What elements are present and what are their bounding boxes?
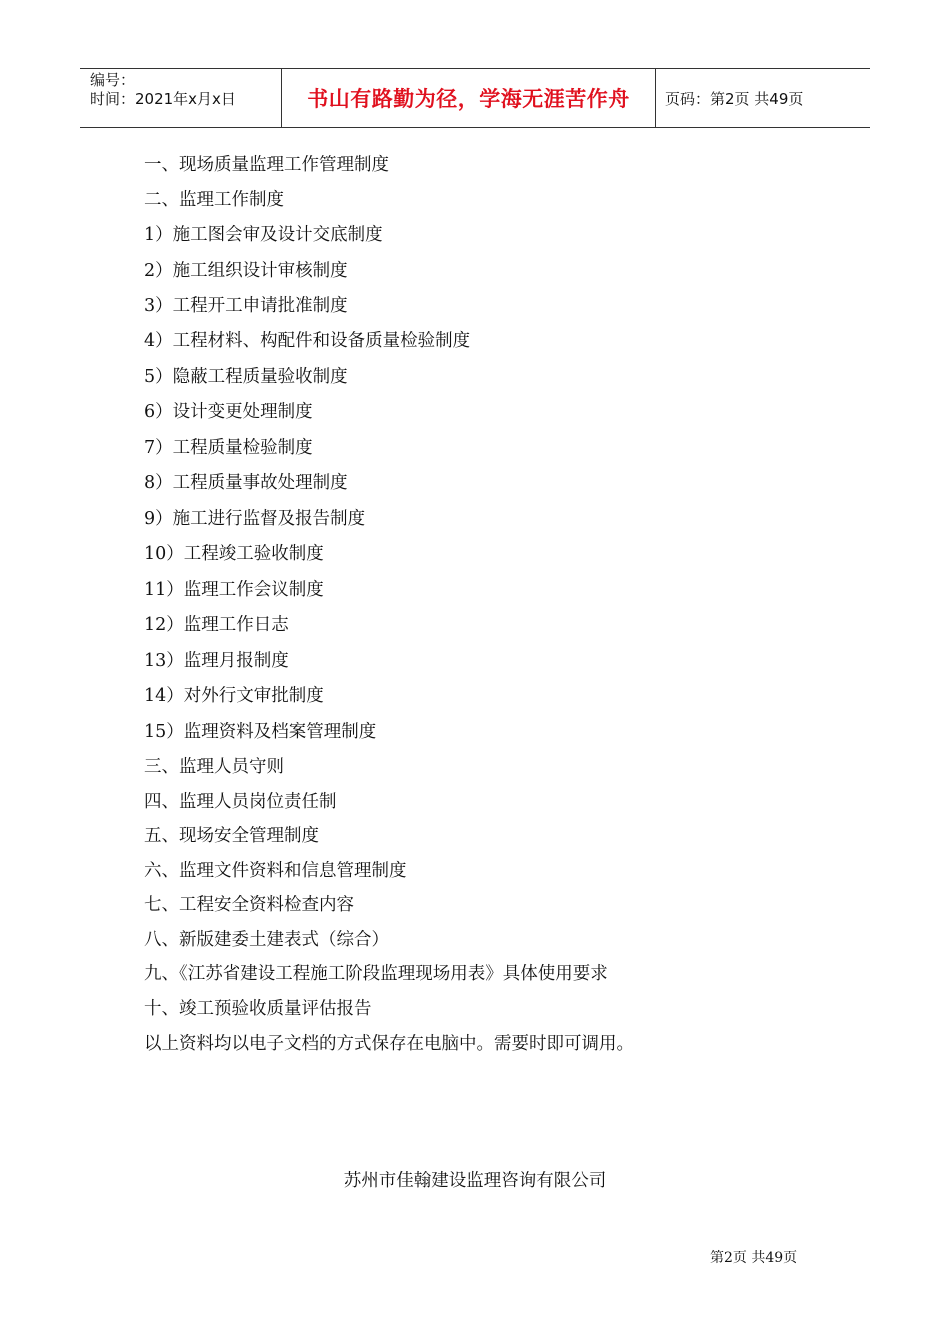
list-item: 4）工程材料、构配件和设备质量检验制度	[144, 331, 471, 351]
list-item: 一、现场质量监理工作管理制度	[144, 155, 389, 175]
list-item: 四、监理人员岗位责任制	[144, 792, 337, 812]
list-item: 5）隐蔽工程质量验收制度	[144, 367, 348, 387]
list-item: 8）工程质量事故处理制度	[144, 473, 348, 493]
time-label: 时间：2021年x月x日	[90, 90, 236, 108]
list-item: 八、新版建委土建表式（综合）	[144, 930, 389, 950]
list-item: 六、监理文件资料和信息管理制度	[144, 861, 407, 881]
header-page-info: 页码：第2页 共49页	[665, 89, 804, 108]
list-item: 七、工程安全资料检查内容	[144, 895, 354, 915]
list-item: 五、现场安全管理制度	[144, 826, 319, 846]
header-motto: 书山有路勤为径，学海无涯苦作舟	[282, 69, 656, 127]
list-item: 9）施工进行监督及报告制度	[144, 509, 366, 529]
list-item: 九、《江苏省建设工程施工阶段监理现场用表》具体使用要求	[144, 964, 608, 984]
list-item: 12）监理工作日志	[144, 615, 289, 635]
list-item: 7）工程质量检验制度	[144, 438, 313, 458]
summary-note: 以上资料均以电子文档的方式保存在电脑中。需要时即可调用。	[144, 1034, 634, 1054]
company-name: 苏州市佳翰建设监理咨询有限公司	[343, 1171, 607, 1191]
list-item: 3）工程开工申请批准制度	[144, 296, 348, 316]
list-item: 三、监理人员守则	[144, 757, 284, 777]
page-header	[80, 68, 870, 128]
page-footer: 第2页 共49页	[710, 1250, 798, 1266]
list-item: 十、竣工预验收质量评估报告	[144, 999, 372, 1019]
list-item: 二、监理工作制度	[144, 190, 284, 210]
list-item: 15）监理资料及档案管理制度	[144, 722, 377, 742]
list-item: 1）施工图会审及设计交底制度	[144, 225, 383, 245]
header-meta	[80, 69, 282, 127]
list-item: 14）对外行文审批制度	[144, 686, 324, 706]
doc-number-label: 编号：	[90, 71, 136, 89]
list-item: 2）施工组织设计审核制度	[144, 261, 348, 281]
list-item: 10）工程竣工验收制度	[144, 544, 324, 564]
list-item: 13）监理月报制度	[144, 651, 289, 671]
list-item: 11）监理工作会议制度	[144, 580, 324, 600]
list-item: 6）设计变更处理制度	[144, 402, 313, 422]
